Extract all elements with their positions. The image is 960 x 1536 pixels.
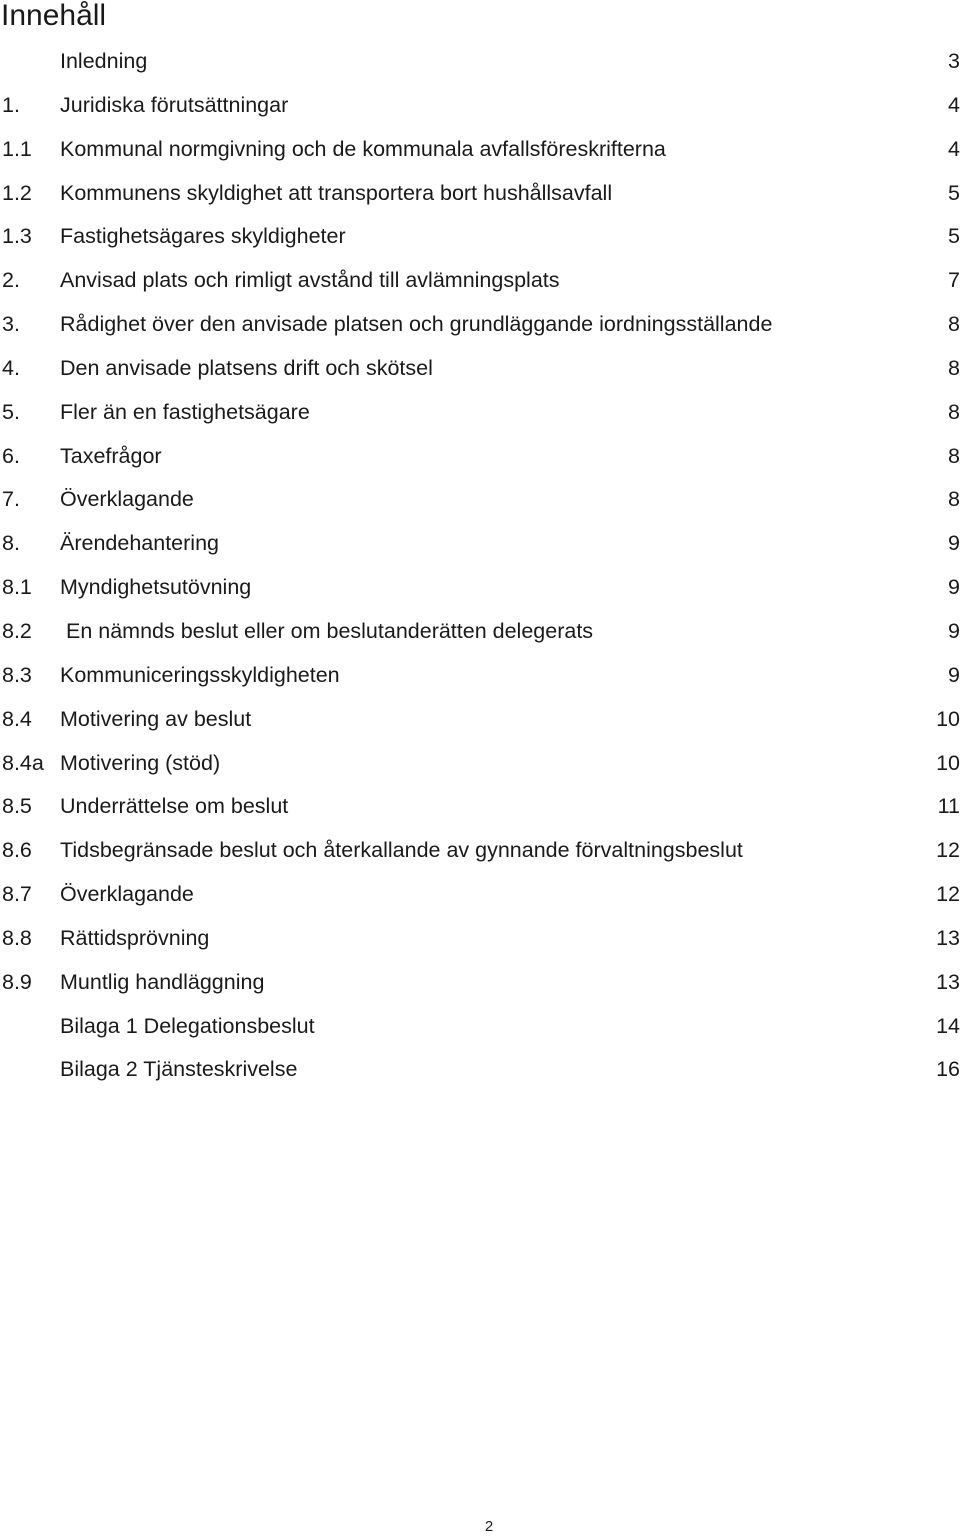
toc-entry	[0, 917, 960, 961]
toc-entry-page: 9	[948, 575, 960, 600]
table-of-contents	[0, 40, 960, 1092]
toc-entry-number: 2.	[2, 268, 20, 293]
toc-entry-page: 16	[936, 1057, 960, 1082]
toc-entry-label: Rådighet över den anvisade platsen och grundläggande iordningsställande	[60, 312, 773, 337]
toc-entry	[0, 303, 960, 347]
toc-entry	[0, 172, 960, 216]
toc-entry	[0, 215, 960, 259]
toc-entry-number: 5.	[2, 399, 20, 424]
toc-entry	[0, 829, 960, 873]
toc-entry	[0, 698, 960, 742]
toc-entry-page: 14	[936, 1013, 960, 1038]
toc-entry-page: 8	[948, 487, 960, 512]
toc-entry-label: Inledning	[60, 49, 148, 73]
toc-entry-page: 13	[936, 925, 960, 950]
toc-entry	[0, 654, 960, 698]
toc-entry-number: 8.5	[2, 794, 32, 819]
toc-entry-label: Muntlig handläggning	[60, 969, 265, 994]
toc-entry-number: 8.6	[2, 838, 32, 863]
toc-entry	[0, 84, 960, 128]
toc-entry-page: 8	[948, 355, 960, 380]
toc-entry-number: 1.2	[2, 180, 32, 205]
toc-entry-label: Fler än en fastighetsägare	[60, 399, 310, 424]
toc-entry	[0, 785, 960, 829]
toc-entry-page: 12	[936, 838, 960, 863]
toc-entry-page: 9	[948, 531, 960, 556]
toc-entry-number: 8.4	[2, 706, 32, 731]
toc-entry-label: Kommunal normgivning och de kommunala avfallsföreskrifterna	[60, 136, 666, 161]
toc-entry-page: 9	[948, 618, 960, 643]
toc-entry-number: 4.	[2, 355, 20, 380]
toc-entry-number: 8.4a	[2, 750, 44, 775]
toc-entry-label: Taxefrågor	[60, 443, 162, 468]
toc-entry	[0, 259, 960, 303]
toc-entry-number: 8.9	[2, 969, 32, 994]
toc-entry-label: Överklagande	[60, 487, 194, 512]
toc-entry-label: Tidsbegränsade beslut och återkallande av gynnande förvaltningsbeslut	[60, 838, 743, 863]
toc-entry-number: 6.	[2, 443, 20, 468]
toc-entry-page: 8	[948, 443, 960, 468]
toc-entry-number: 3.	[2, 312, 20, 337]
toc-entry	[0, 1005, 960, 1049]
toc-entry	[0, 873, 960, 917]
toc-entry	[0, 610, 960, 654]
toc-entry-label: Bilaga 2 Tjänsteskrivelse	[60, 1057, 298, 1082]
toc-entry-number: 8.3	[2, 662, 32, 687]
toc-entry-number: 8.7	[2, 882, 32, 907]
toc-entry	[0, 742, 960, 786]
toc-entry	[0, 961, 960, 1005]
toc-entry-label: Juridiska förutsättningar	[60, 92, 289, 117]
toc-entry-label: Motivering av beslut	[60, 706, 252, 731]
toc-entry	[0, 566, 960, 610]
toc-entry-label: Motivering (stöd)	[60, 750, 221, 775]
toc-entry-page: 11	[937, 794, 960, 819]
toc-entry-page: 3	[948, 49, 960, 73]
toc-entry-page: 12	[936, 882, 960, 907]
toc-entry-page: 5	[948, 180, 960, 205]
toc-entry-label: Ärendehantering	[60, 531, 219, 556]
toc-entry-page: 9	[948, 662, 960, 687]
toc-entry-number: 1.	[2, 92, 20, 117]
page-number: 2	[484, 1518, 494, 1535]
toc-entry	[0, 478, 960, 522]
toc-entry-page: 7	[948, 268, 960, 293]
toc-entry-page: 4	[948, 92, 960, 117]
toc-entry-label: Rättidsprövning	[60, 925, 210, 950]
toc-entry-page: 5	[948, 224, 960, 249]
toc-entry	[0, 522, 960, 566]
toc-entry-page: 8	[948, 312, 960, 337]
toc-entry	[0, 128, 960, 172]
toc-entry-label: Bilaga 1 Delegationsbeslut	[60, 1013, 315, 1038]
toc-entry-page: 13	[936, 969, 960, 994]
toc-entry-page: 4	[948, 136, 960, 161]
toc-entry	[0, 40, 960, 84]
toc-entry-label: Kommuniceringsskyldigheten	[60, 662, 340, 687]
toc-entry-label: Överklagande	[60, 882, 194, 907]
toc-entry-label: En nämnds beslut eller om beslutanderätten delegerats	[60, 618, 594, 643]
toc-entry-label: Den anvisade platsens drift och skötsel	[60, 355, 433, 380]
page-title: Innehåll	[1, 0, 107, 32]
toc-entry-number: 8.	[2, 531, 20, 556]
toc-entry-page: 10	[936, 750, 960, 775]
toc-entry-number: 8.2	[2, 618, 32, 643]
toc-entry	[0, 1048, 960, 1092]
toc-entry-number: 1.3	[2, 224, 32, 249]
toc-entry-label: Underrättelse om beslut	[60, 794, 289, 819]
toc-entry	[0, 435, 960, 479]
toc-entry-number: 8.1	[2, 575, 32, 600]
toc-entry-page: 10	[936, 706, 960, 731]
toc-entry-number: 1.1	[2, 136, 32, 161]
toc-entry-label: Anvisad plats och rimligt avstånd till avlämningsplats	[60, 268, 560, 293]
toc-entry-number: 7.	[2, 487, 20, 512]
toc-entry-label: Kommunens skyldighet att transportera bort hushållsavfall	[60, 180, 613, 205]
toc-entry	[0, 391, 960, 435]
toc-entry-label: Fastighetsägares skyldigheter	[60, 224, 346, 249]
toc-entry	[0, 347, 960, 391]
toc-entry-page: 8	[948, 399, 960, 424]
toc-entry-label: Myndighetsutövning	[60, 575, 252, 600]
toc-entry-number: 8.8	[2, 925, 32, 950]
